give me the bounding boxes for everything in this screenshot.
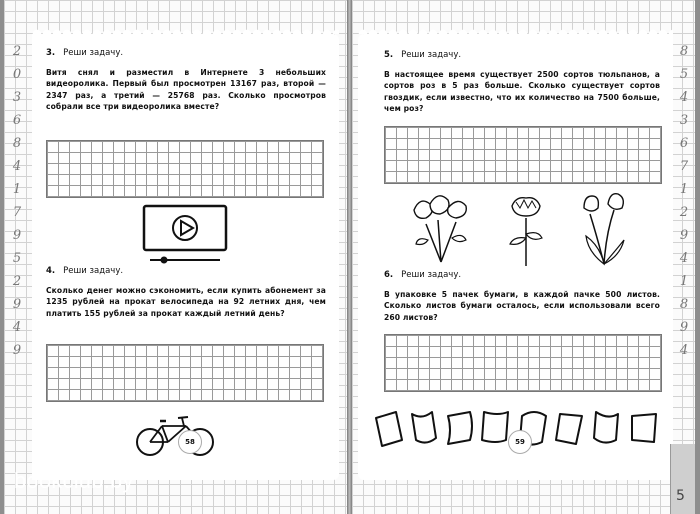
task-5 (384, 50, 660, 115)
task-6-answer-grid[interactable] (384, 334, 662, 392)
task-4-text: Сколько денег можно сэкономить, если купить абонемент за 1235 рублей на прокат велосипеда на 92 летних дня, чем платить 155 рублей за прокат каждый летний день? (46, 286, 326, 318)
task-3-answer-grid[interactable] (46, 140, 324, 198)
task-3-text: Витя снял и разместил в Интернете 3 небольших видеоролика. Первый был просмотрен 13167 раз, второй — 2347 раз, а третий — 25768 раз. Сколько просмотров собрали все три видеоролика вместе? (46, 68, 326, 112)
paper-sheet-icon (556, 414, 582, 444)
task-4-label: Реши задачу. (63, 266, 124, 276)
right-page-content (358, 34, 673, 480)
task-6-number: 6. (384, 270, 394, 280)
roses-icon (408, 190, 474, 264)
task-4-answer-grid[interactable] (46, 344, 324, 402)
right-page (352, 0, 695, 514)
task-3 (46, 48, 326, 113)
task-5-text: В настоящее время существует 2500 сортов тюльпанов, а сортов роз в 5 раз больше. Сколько существует сортов гвоздик, если известно, что их количество на 7500 больше, чем роз? (384, 70, 660, 114)
task-6 (384, 270, 660, 323)
paper-sheet-icon (594, 412, 618, 443)
task-5-number: 5. (384, 50, 394, 60)
task-5-label: Реши задачу. (401, 50, 462, 60)
left-page (4, 0, 347, 514)
paper-sheet-icon (412, 412, 436, 443)
task-3-label: Реши задачу. (63, 48, 124, 58)
paper-sheet-icon (482, 412, 508, 442)
task-4-number: 4. (46, 266, 56, 276)
task-4 (46, 266, 326, 319)
page-number-left: 58 (178, 430, 202, 454)
task-6-label: Реши задачу. (401, 270, 462, 280)
corner-tab: 5 (670, 444, 695, 514)
carnation-icon (506, 194, 546, 268)
paper-sheet-icon (448, 412, 472, 444)
watermark: bookclub.by (14, 468, 134, 493)
page-number-right: 59 (508, 430, 532, 454)
paper-sheet-icon (376, 412, 402, 446)
tulips-icon (578, 190, 630, 266)
left-page-content (32, 34, 339, 480)
task-5-answer-grid[interactable] (384, 126, 662, 184)
right-edge-decoration: 8 5 4 3 6 7 1 2 9 4 1 8 9 4 (679, 44, 689, 358)
bicycle-icon (134, 414, 216, 458)
video-player-icon (142, 204, 228, 266)
left-edge-decoration: 2 0 3 6 8 4 1 7 9 5 2 9 4 9 (12, 44, 22, 358)
task-6-text: В упаковке 5 пачек бумаги, в каждой пачке 500 листов. Сколько листов бумаги осталось, если использовали всего 260 листов? (384, 290, 660, 322)
task-3-number: 3. (46, 48, 56, 58)
paper-sheet-icon (632, 414, 656, 442)
